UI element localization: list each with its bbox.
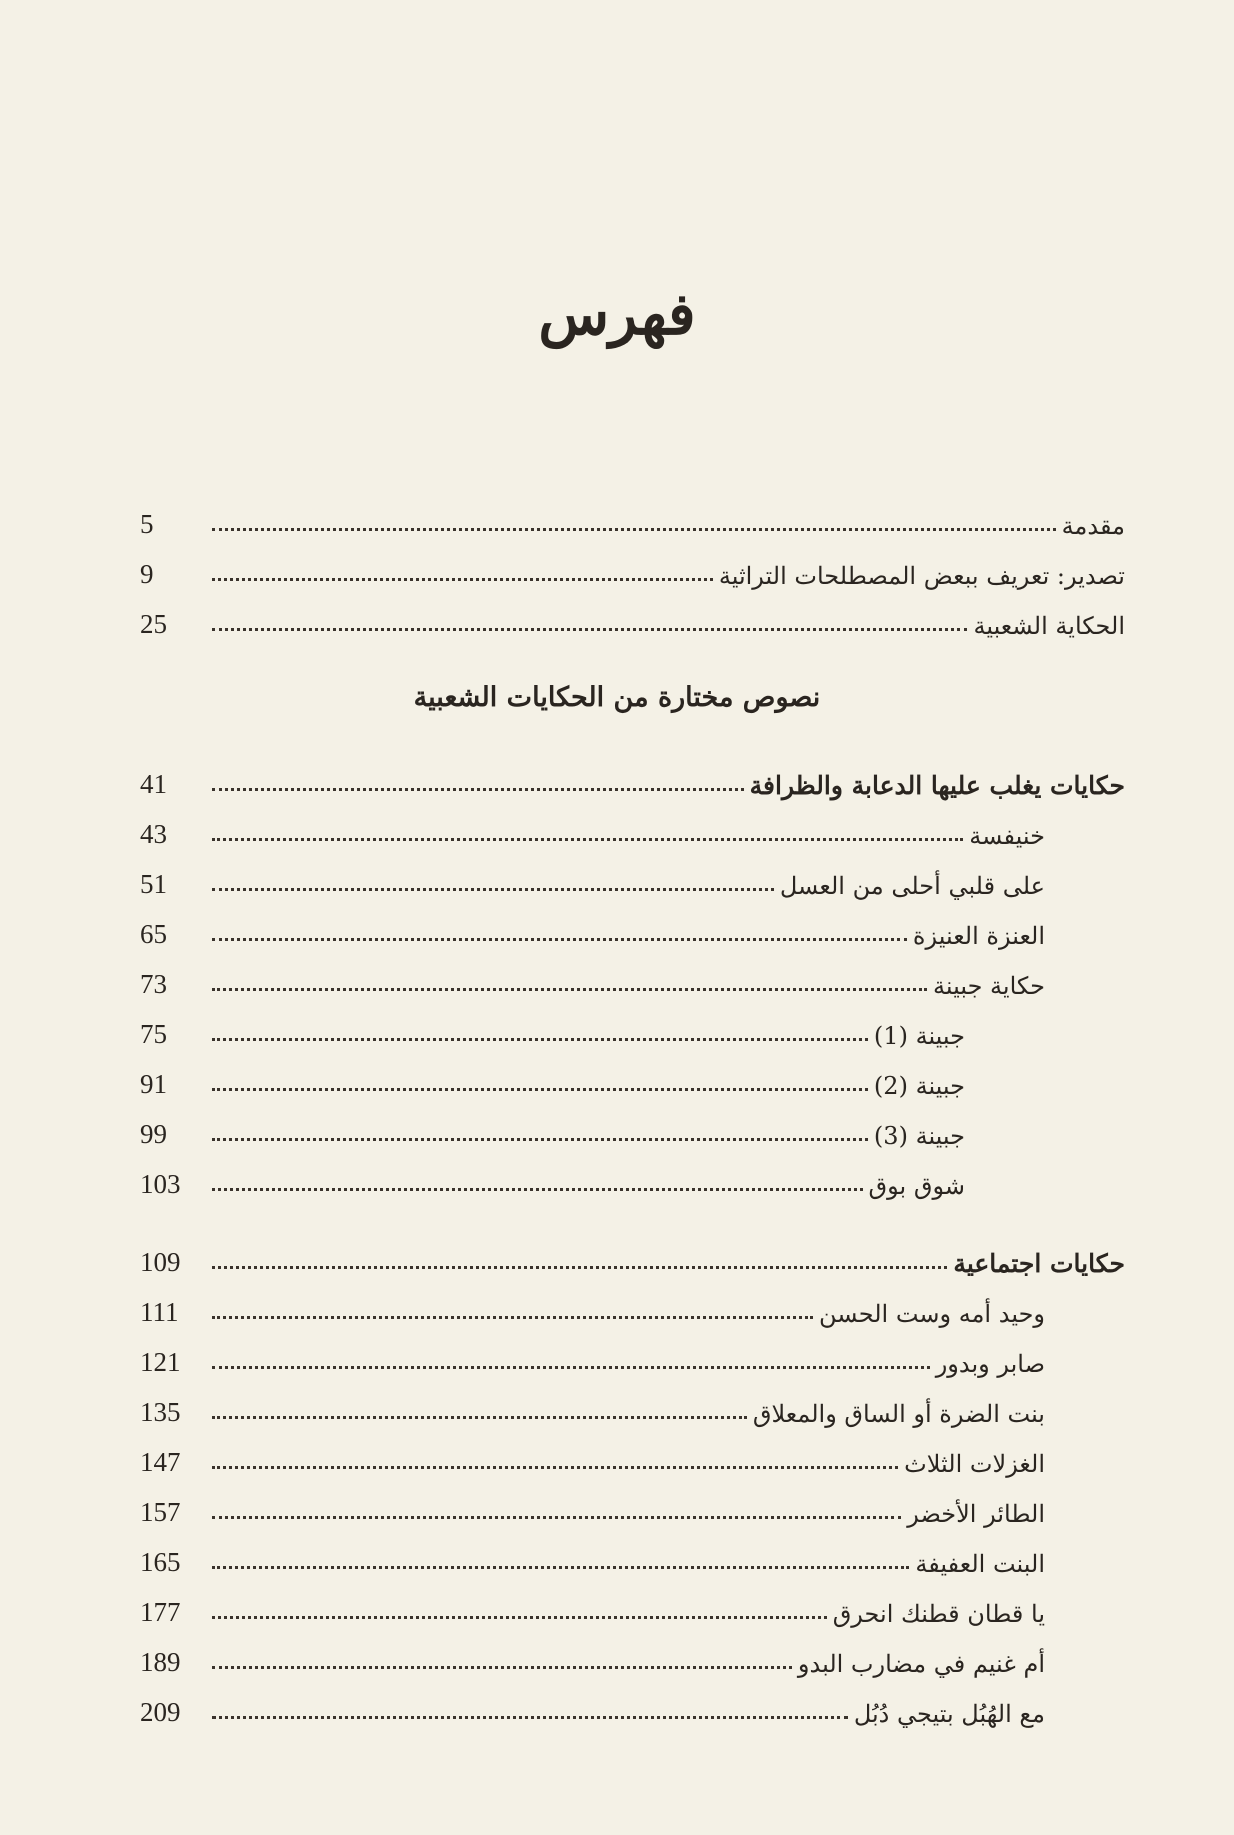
dot-leader	[212, 888, 774, 891]
dot-leader	[212, 1516, 901, 1519]
dot-leader	[212, 1138, 868, 1141]
toc-entry	[140, 1338, 1125, 1378]
toc-entry-page: 73	[140, 969, 167, 999]
toc-group-heading	[140, 760, 1125, 800]
toc-entry-page: 25	[140, 609, 167, 639]
toc-entry-label: وحيد أمه وست الحسن	[819, 1300, 1045, 1328]
toc-entry-label: صابر وبدور	[935, 1350, 1045, 1378]
toc-entry	[140, 1388, 1125, 1428]
toc-subentry	[140, 1060, 1125, 1100]
dot-leader	[212, 988, 927, 991]
toc-entry	[140, 1438, 1125, 1478]
toc-entry-label: بنت الضرة أو الساق والمعلاق	[752, 1400, 1045, 1428]
section-heading: نصوص مختارة من الحكايات الشعبية	[413, 682, 821, 713]
toc-entry	[140, 1588, 1125, 1628]
dot-leader	[212, 1716, 848, 1719]
toc-entry-label: مع الهُبُل بتيجي دُبُل	[853, 1700, 1045, 1728]
dot-leader	[212, 1266, 947, 1269]
toc-subentry	[140, 1160, 1125, 1200]
toc-entry	[140, 600, 1125, 640]
toc-entry-page: 121	[140, 1347, 181, 1377]
toc-entry-page: 209	[140, 1697, 181, 1727]
dot-leader	[212, 1088, 868, 1091]
dot-leader	[212, 1616, 827, 1619]
toc-entry-page: 41	[140, 769, 167, 799]
dot-leader	[212, 528, 1056, 531]
toc-entry	[140, 1488, 1125, 1528]
toc-entry-page: 109	[140, 1247, 181, 1277]
toc-entry-page: 51	[140, 869, 167, 899]
toc-entry-page: 65	[140, 919, 167, 949]
toc-entry-page: 157	[140, 1497, 181, 1527]
toc-entry-page: 147	[140, 1447, 181, 1477]
toc-entry-page: 5	[140, 509, 154, 539]
toc-entry	[140, 550, 1125, 590]
dot-leader	[212, 788, 744, 791]
toc-entry-page: 111	[140, 1297, 179, 1327]
dot-leader	[212, 628, 967, 631]
dot-leader	[212, 1316, 813, 1319]
toc-entry-label: تصدير: تعريف ببعض المصطلحات التراثية	[718, 562, 1125, 590]
toc-entry-label: البنت العفيفة	[915, 1550, 1045, 1578]
dot-leader	[212, 1666, 792, 1669]
toc-entry-page: 165	[140, 1547, 181, 1577]
toc-entry-page: 75	[140, 1019, 167, 1049]
toc-entry	[140, 1638, 1125, 1678]
toc-entry-label: مقدمة	[1061, 512, 1125, 540]
toc-entry-page: 43	[140, 819, 167, 849]
toc-entry-label: حكايات يغلب عليها الدعابة والظرافة	[749, 771, 1125, 800]
toc-entry-page: 103	[140, 1169, 181, 1199]
toc-entry	[140, 500, 1125, 540]
toc-entry-label: جبينة (3)	[873, 1122, 965, 1150]
toc-entry-label: خنيفسة	[969, 822, 1045, 850]
toc-entry-page: 189	[140, 1647, 181, 1677]
toc-entry-label: على قلبي أحلى من العسل	[779, 872, 1045, 900]
toc-entry-page: 9	[140, 559, 154, 589]
dot-leader	[212, 578, 713, 581]
toc-entry-label: الغزلات الثلاث	[904, 1450, 1045, 1478]
toc-subentry	[140, 1010, 1125, 1050]
toc-entry-page: 135	[140, 1397, 181, 1427]
dot-leader	[212, 1366, 930, 1369]
toc-entry-label: الحكاية الشعبية	[973, 612, 1125, 640]
toc-entry-label: حكاية جبينة	[932, 972, 1045, 1000]
page-title: فهرس	[538, 280, 696, 348]
toc-subentry	[140, 1110, 1125, 1150]
toc-entry-label: الطائر الأخضر	[907, 1500, 1045, 1528]
toc-entry	[140, 1288, 1125, 1328]
toc-entry-page: 177	[140, 1597, 181, 1627]
toc-entry-page: 91	[140, 1069, 167, 1099]
toc-entry	[140, 1688, 1125, 1728]
dot-leader	[212, 1188, 863, 1191]
toc-entry-label: جبينة (2)	[873, 1072, 965, 1100]
toc-entry-label: حكايات اجتماعية	[953, 1249, 1125, 1278]
toc-entry	[140, 960, 1125, 1000]
toc-entry-label: جبينة (1)	[873, 1022, 965, 1050]
dot-leader	[212, 1416, 747, 1419]
dot-leader	[212, 1038, 868, 1041]
dot-leader	[212, 1466, 898, 1469]
toc-entry	[140, 810, 1125, 850]
toc-entry-label: يا قطان قطنك انحرق	[832, 1600, 1045, 1628]
toc-entry-page: 99	[140, 1119, 167, 1149]
toc-entry	[140, 860, 1125, 900]
toc-entry	[140, 910, 1125, 950]
toc-entry	[140, 1538, 1125, 1578]
toc-group-heading	[140, 1238, 1125, 1278]
dot-leader	[212, 1566, 909, 1569]
toc-entry-label: شوق بوق	[868, 1172, 965, 1200]
dot-leader	[212, 838, 963, 841]
dot-leader	[212, 938, 907, 941]
toc-entry-label: أم غنيم في مضارب البدو	[797, 1650, 1045, 1678]
toc-entry-label: العنزة العنيزة	[912, 922, 1045, 950]
